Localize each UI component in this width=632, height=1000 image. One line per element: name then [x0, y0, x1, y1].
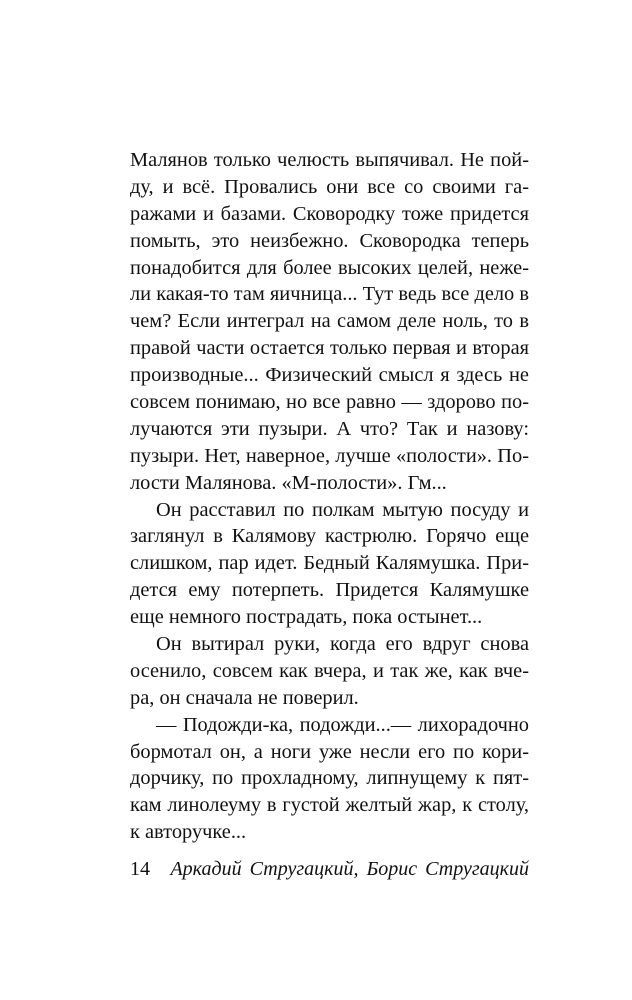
text-line: ражами и базами. Сковородку тоже придется: [130, 202, 529, 225]
text-line: осенило, совсем как вчера, и так же, как вче-: [130, 659, 529, 682]
text-line: Он расставил по полкам мытую посуду и: [156, 498, 529, 521]
text-line: бормотал он, а ноги уже несли его по кори-: [130, 740, 529, 763]
text-line: дорчику, по прохладному, липнущему к пят-: [130, 767, 529, 790]
text-line: ли какая-то там яичница... Тут ведь все дело в: [130, 283, 529, 306]
text-line: заглянул в Калямову кастрюлю. Горячо еще: [130, 525, 529, 548]
text-line: лучаются эти пузыри. А что? Так и назову:: [130, 417, 529, 440]
text-line: слишком, пар идет. Бедный Калямушка. При-: [130, 552, 529, 575]
text-line: понадобится для более высоких целей, неже-: [130, 256, 529, 279]
text-line: совсем понимаю, но все равно — здорово по-: [130, 391, 529, 414]
text-line: Малянов только челюсть выпячивал. Не пой-: [130, 149, 529, 171]
text-line: помыть, это неизбежно. Сковородка теперь: [130, 229, 529, 252]
text-line: чем? Если интеграл на самом деле ноль, то в: [130, 310, 529, 333]
text-line: кам линолеуму в густой желтый жар, к столу,: [130, 794, 529, 817]
text-line: к авторучке...: [130, 821, 247, 844]
body-text: [130, 147, 529, 846]
text-line: ра, он сначала не поверил.: [130, 686, 359, 709]
text-line: — Подожди-ка, подожди...— лихорадочно: [156, 713, 529, 736]
text-line: Он вытирал руки, когда его вдруг снова: [156, 633, 529, 656]
text-line: дется ему потерпеть. Придется Калямушке: [130, 579, 529, 602]
text-line: производные... Физический смысл я здесь не: [130, 364, 529, 387]
page-footer: [130, 858, 529, 886]
page-number: 14: [130, 858, 150, 880]
text-line: пузыри. Нет, наверное, лучше «полости». По-: [130, 444, 529, 467]
running-head: Аркадий Стругацкий, Борис Стругацкий: [170, 858, 529, 880]
text-line: еще немного пострадать, пока остынет...: [130, 606, 483, 629]
text-line: ду, и всё. Провались они все со своими га-: [130, 175, 529, 198]
text-line: лости Малянова. «М-полости». Гм...: [130, 471, 447, 494]
text-line: правой части остается только первая и вторая: [130, 337, 529, 360]
